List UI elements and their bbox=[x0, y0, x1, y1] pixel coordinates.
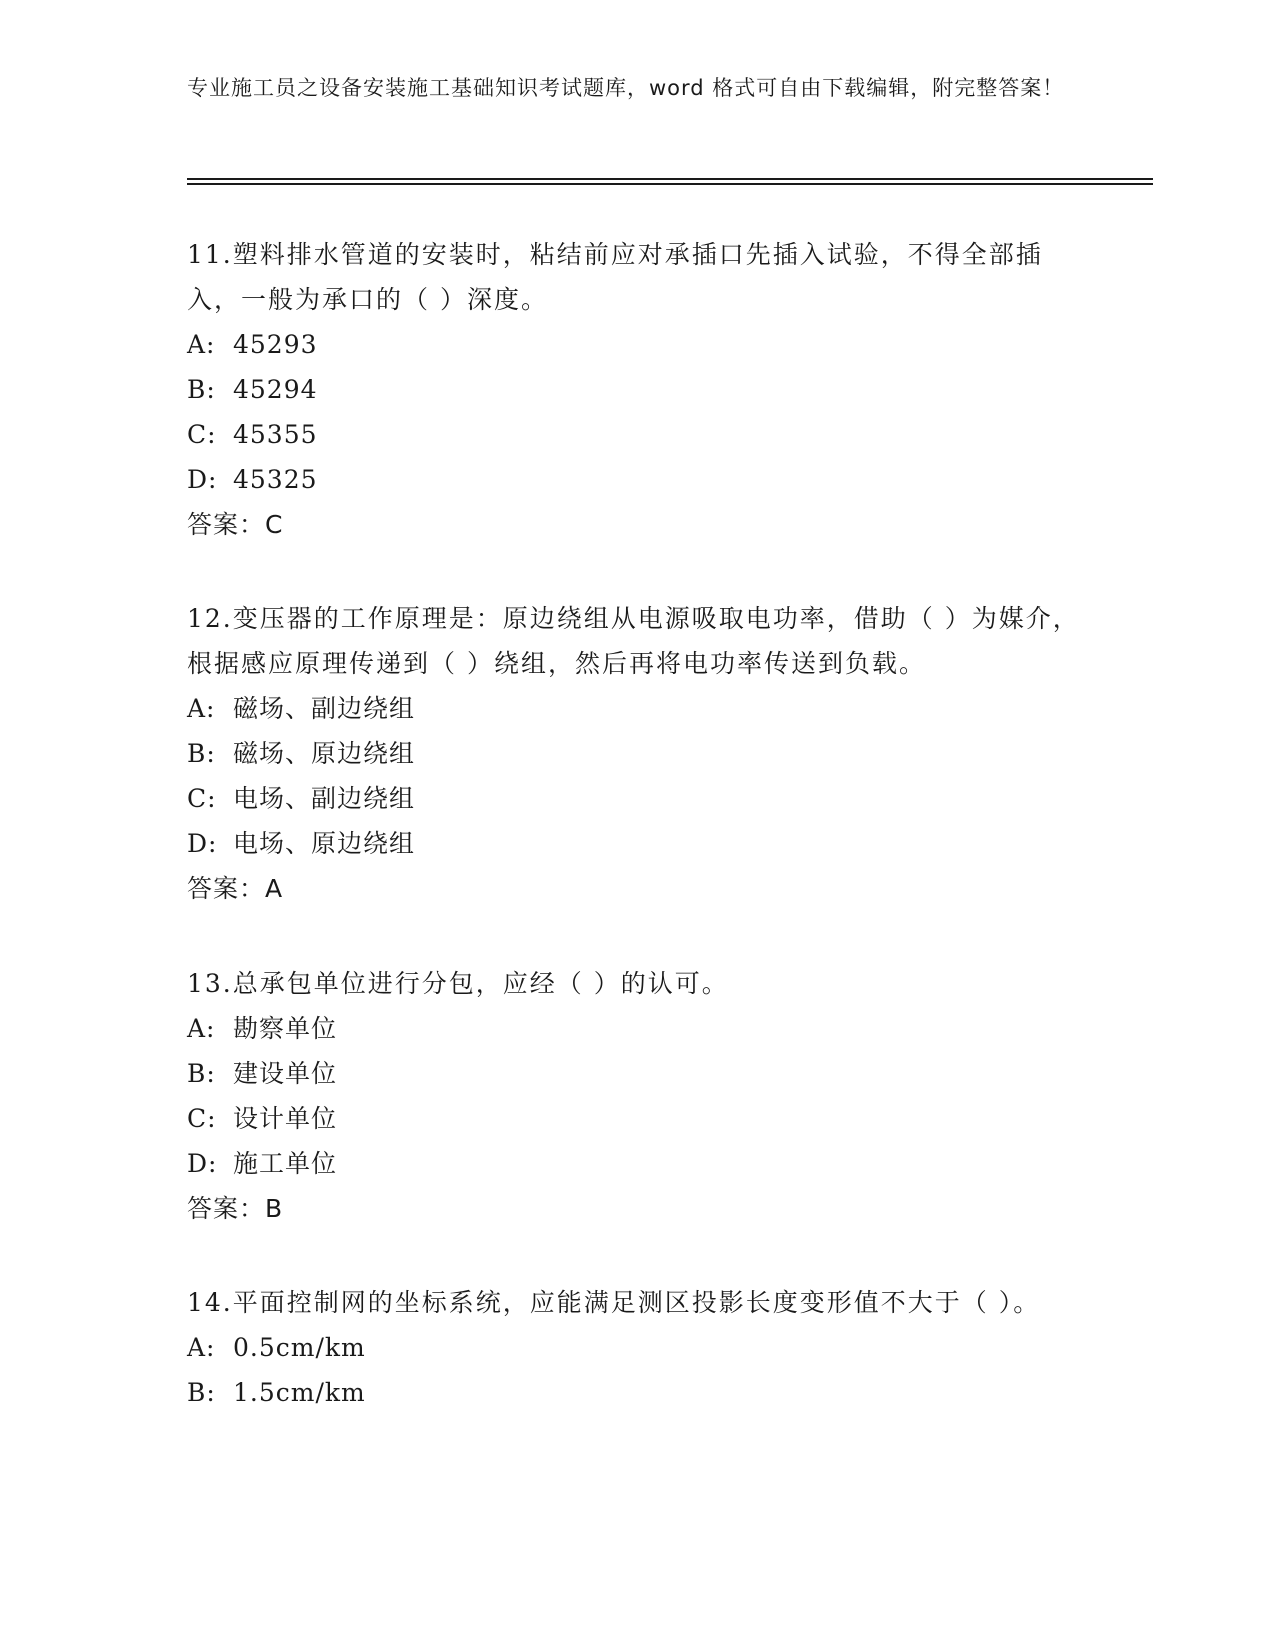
option-text: 45294 bbox=[233, 375, 318, 404]
option-text: 磁场、原边绕组 bbox=[233, 739, 416, 768]
option-d bbox=[187, 1141, 1087, 1186]
option-a bbox=[187, 1325, 1087, 1370]
option-letter: B: bbox=[187, 1378, 216, 1407]
option-text: 1.5cm/km bbox=[233, 1378, 366, 1407]
option-text: 45293 bbox=[233, 330, 318, 359]
option-c bbox=[187, 776, 1087, 821]
option-letter: A: bbox=[187, 694, 216, 723]
option-text: 施工单位 bbox=[233, 1149, 338, 1178]
document-header: 专业施工员之设备安装施工基础知识考试题库，word 格式可自由下载编辑，附完整答案！ bbox=[187, 76, 1065, 100]
option-letter: D: bbox=[187, 1149, 218, 1178]
option-b bbox=[187, 1051, 1087, 1096]
option-text: 0.5cm/km bbox=[233, 1333, 366, 1362]
answer-text: 答案：B bbox=[187, 1194, 284, 1223]
question-14 bbox=[187, 1280, 1087, 1415]
option-letter: A: bbox=[187, 1333, 216, 1362]
option-text: 磁场、副边绕组 bbox=[233, 694, 416, 723]
option-d bbox=[187, 821, 1087, 866]
option-letter: C: bbox=[187, 784, 217, 813]
option-text: 45355 bbox=[233, 420, 318, 449]
option-d bbox=[187, 457, 1087, 502]
option-a bbox=[187, 1006, 1087, 1051]
option-a bbox=[187, 322, 1087, 367]
header-divider-bottom bbox=[187, 183, 1153, 185]
option-c bbox=[187, 1096, 1087, 1141]
option-text: 电场、副边绕组 bbox=[233, 784, 416, 813]
option-letter: D: bbox=[187, 465, 218, 494]
question-11 bbox=[187, 232, 1087, 547]
option-text: 设计单位 bbox=[233, 1104, 338, 1133]
option-c bbox=[187, 412, 1087, 457]
option-letter: C: bbox=[187, 1104, 217, 1133]
header-divider-top bbox=[187, 178, 1153, 180]
answer-text: 答案：A bbox=[187, 874, 284, 903]
option-b bbox=[187, 731, 1087, 776]
option-letter: A: bbox=[187, 1014, 216, 1043]
option-text: 45325 bbox=[233, 465, 318, 494]
question-stem: 14.平面控制网的坐标系统，应能满足测区投影长度变形值不大于（ ）。 bbox=[187, 1288, 1041, 1317]
question-12 bbox=[187, 596, 1087, 911]
option-letter: B: bbox=[187, 375, 216, 404]
option-letter: B: bbox=[187, 739, 216, 768]
option-letter: A: bbox=[187, 330, 216, 359]
question-stem: 11.塑料排水管道的安装时，粘结前应对承插口先插入试验，不得全部插入，一般为承口的（ ）深度。 bbox=[187, 240, 1043, 314]
option-text: 建设单位 bbox=[233, 1059, 338, 1088]
option-text: 勘察单位 bbox=[233, 1014, 338, 1043]
question-13 bbox=[187, 961, 1087, 1231]
option-a bbox=[187, 686, 1087, 731]
option-letter: D: bbox=[187, 829, 218, 858]
option-b bbox=[187, 1370, 1087, 1415]
option-b bbox=[187, 367, 1087, 412]
answer-text: 答案：C bbox=[187, 510, 284, 539]
option-letter: B: bbox=[187, 1059, 216, 1088]
option-text: 电场、原边绕组 bbox=[233, 829, 416, 858]
question-stem: 12.变压器的工作原理是：原边绕组从电源吸取电功率，借助（ ）为媒介，根据感应原理传递到（ ）绕组，然后再将电功率传送到负载。 bbox=[187, 604, 1080, 678]
question-stem: 13.总承包单位进行分包，应经（ ）的认可。 bbox=[187, 969, 729, 998]
option-letter: C: bbox=[187, 420, 217, 449]
